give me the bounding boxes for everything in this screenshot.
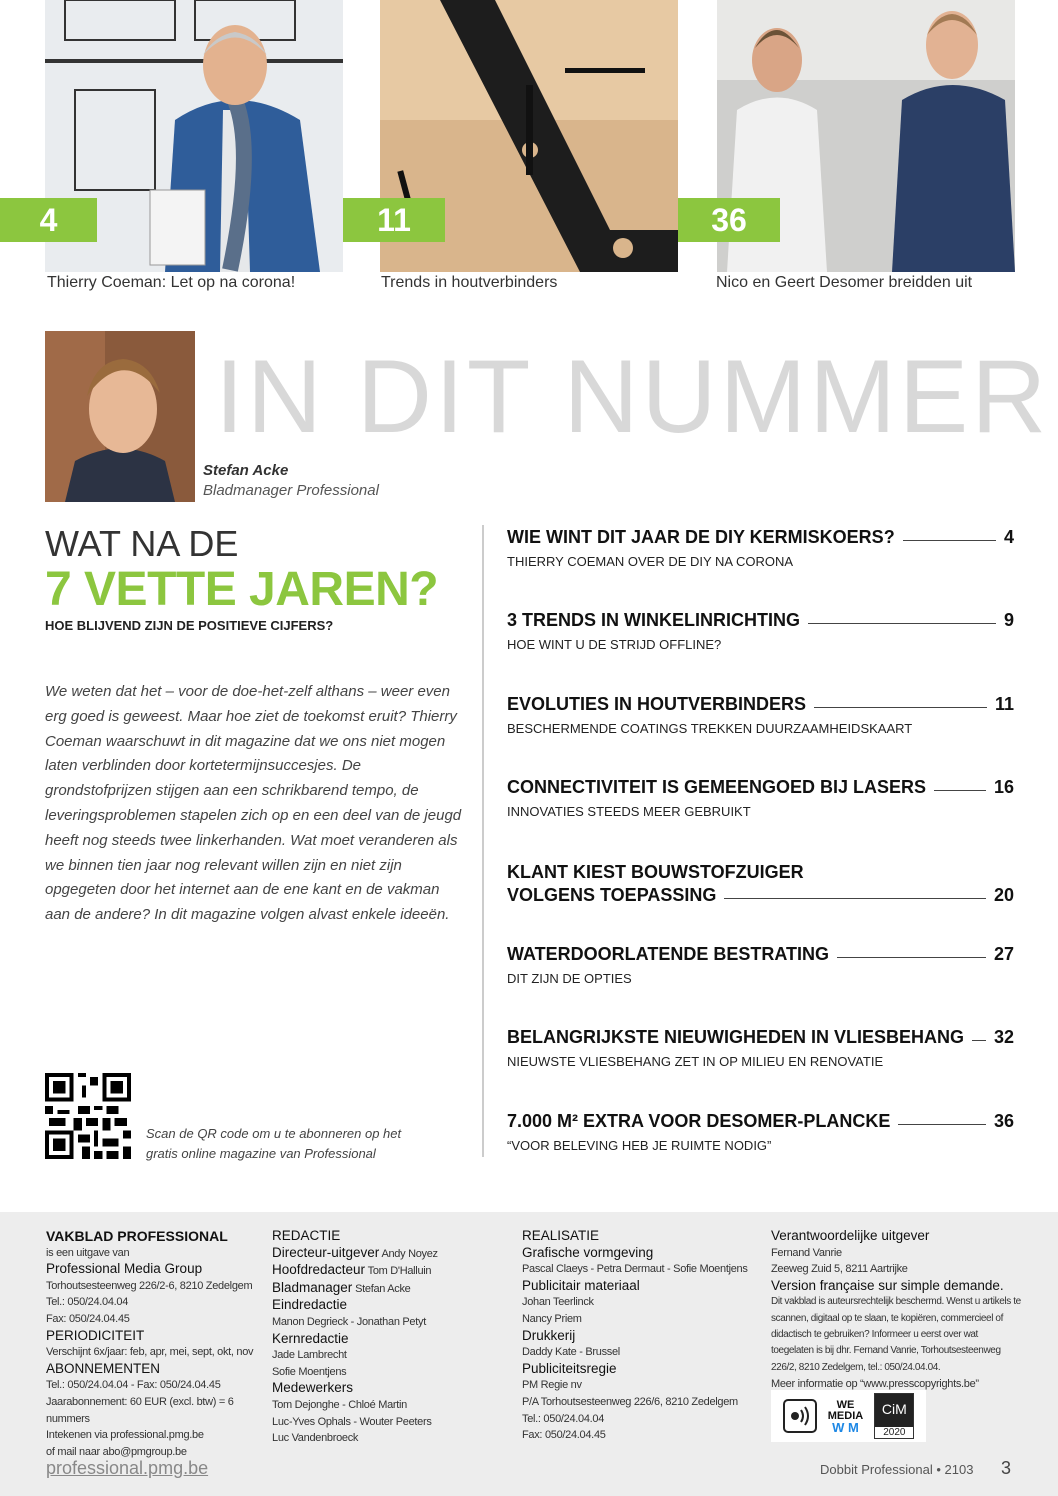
colophon-name: Manon Degrieck - Jonathan Petyt bbox=[272, 1315, 426, 1328]
colophon-name: Pascal Claeys - Petra Dermaut - Sofie Moentjens bbox=[522, 1263, 748, 1276]
page-tag-1: 4 bbox=[0, 198, 97, 242]
colophon-copyright: Dit vakblad is auteursrechtelijk beschermd. Wenst u artikels te scannen, digitaal op te slaan, te kopiëren, commercieel of didactisch te gebruiken? Informeer u eerst over wat toegelaten is bij dhr. Fernand Vanrie, Torhoutsesteenweg 226/2, 8210 Zedelgem, tel.: 050/24.04.04. bbox=[771, 1296, 1021, 1373]
toc-title-line1: KLANT KIEST BOUWSTOFZUIGER bbox=[507, 862, 804, 882]
colophon-line: Tel.: 050/24.04.04 - Fax: 050/24.04.45 bbox=[46, 1379, 221, 1392]
colophon-line: Tel.: 050/24.04.04 bbox=[46, 1296, 129, 1309]
press-copyright-logo bbox=[783, 1399, 817, 1433]
colophon-heading: REALISATIE bbox=[522, 1228, 600, 1243]
section-title: IN DIT NUMMER bbox=[215, 339, 1050, 455]
colophon-heading: REDACTIE bbox=[272, 1228, 341, 1243]
colophon-role: Publiciteitsregie bbox=[522, 1360, 617, 1376]
toc-subtitle: HOE WINT U DE STRIJD OFFLINE? bbox=[507, 637, 722, 652]
cim-logo-text: CiM bbox=[875, 1394, 913, 1427]
toc-page: 16 bbox=[993, 777, 1014, 797]
colophon-name: Luc-Yves Ophals - Wouter Peeters bbox=[272, 1415, 432, 1428]
toc-leader bbox=[814, 707, 987, 708]
toc-title: CONNECTIVITEIT IS GEMEENGOED BIJ LASERS bbox=[507, 777, 927, 797]
we-media-logo: WE MEDIA W M bbox=[827, 1398, 864, 1435]
toc-leader bbox=[837, 957, 986, 958]
editor-photo bbox=[45, 331, 195, 502]
toc-title: WIE WINT DIT JAAR DE DIY KERMISKOERS? bbox=[507, 527, 895, 547]
toc-title: WATERDOORLATENDE BESTRATING bbox=[507, 944, 829, 964]
colophon-production bbox=[522, 1228, 762, 1444]
toc-title: BELANGRIJKSTE NIEUWIGHEDEN IN VLIESBEHANG bbox=[507, 1027, 965, 1047]
toc-page: 27 bbox=[993, 944, 1014, 964]
toc-item[interactable] bbox=[507, 610, 1014, 652]
toc-item[interactable] bbox=[507, 944, 1014, 986]
colophon-name: Nancy Priem bbox=[522, 1312, 582, 1325]
toc-item[interactable] bbox=[507, 1027, 1014, 1069]
toc-page: 20 bbox=[993, 885, 1014, 905]
caption-2: Trends in houtverbinders bbox=[381, 274, 558, 291]
colophon-role: Bladmanager bbox=[272, 1279, 353, 1295]
toc-title: EVOLUTIES IN HOUTVERBINDERS bbox=[507, 694, 807, 714]
colophon-line: Meer informatie op “www.presscopyrights.be” bbox=[771, 1377, 979, 1390]
colophon-name: Sofie Moentjens bbox=[272, 1365, 347, 1378]
colophon-name: Stefan Acke bbox=[355, 1282, 411, 1295]
toc-page: 32 bbox=[993, 1027, 1014, 1047]
colophon-role: Drukkerij bbox=[522, 1327, 576, 1343]
toc-item[interactable] bbox=[507, 694, 1014, 736]
colophon-role: Directeur-uitgever bbox=[272, 1244, 380, 1260]
colophon-role: Hoofdredacteur bbox=[272, 1262, 366, 1278]
colophon-name: Johan Teerlinck bbox=[522, 1296, 594, 1309]
colophon-line: Professional Media Group bbox=[46, 1261, 203, 1277]
colophon-heading: Version française sur simple demande. bbox=[771, 1277, 1004, 1293]
column-divider bbox=[482, 525, 484, 1157]
colophon-line: Fernand Vanrie bbox=[771, 1246, 842, 1259]
qr-code[interactable] bbox=[45, 1073, 131, 1159]
colophon-publisher bbox=[46, 1228, 261, 1460]
colophon-name: Fax: 050/24.04.45 bbox=[522, 1429, 606, 1442]
colophon-line: Torhoutsesteenweg 226/2-6, 8210 Zedelgem bbox=[46, 1279, 253, 1292]
toc-title: VOLGENS TOEPASSING bbox=[507, 885, 717, 905]
toc-leader bbox=[934, 790, 986, 791]
toc-subtitle: BESCHERMENDE COATINGS TREKKEN DUURZAAMHEIDSKAART bbox=[507, 721, 913, 736]
colophon-heading: Verantwoordelijke uitgever bbox=[771, 1228, 930, 1243]
toc-item[interactable] bbox=[507, 860, 1014, 906]
colophon-name: Luc Vandenbroeck bbox=[272, 1432, 359, 1445]
colophon-role: Medewerkers bbox=[272, 1380, 354, 1396]
colophon bbox=[0, 1212, 1058, 1496]
toc-leader bbox=[808, 623, 996, 624]
caption-3: Nico en Geert Desomer breidden uit bbox=[716, 274, 973, 291]
toc-leader bbox=[972, 1040, 986, 1041]
we-media-logo-line2: MEDIA bbox=[827, 1409, 864, 1422]
toc-leader bbox=[903, 540, 996, 541]
colophon-name: Andy Noyez bbox=[381, 1247, 438, 1260]
page-tag-2: 11 bbox=[343, 198, 445, 242]
colophon-line: Intekenen via professional.pmg.be bbox=[46, 1429, 204, 1442]
toc-page: 9 bbox=[1003, 610, 1014, 630]
toc-title: 7.000 M² EXTRA VOOR DESOMER-PLANCKE bbox=[507, 1111, 891, 1131]
toc-subtitle: DIT ZIJN DE OPTIES bbox=[507, 971, 632, 986]
editor-name: Stefan Acke bbox=[203, 462, 289, 479]
caption-1: Thierry Coeman: Let op na corona! bbox=[47, 274, 296, 291]
page-number: 3 bbox=[1001, 1458, 1012, 1478]
colophon-name: Daddy Kate - Brussel bbox=[522, 1346, 620, 1359]
colophon-responsible bbox=[771, 1228, 1021, 1392]
editorial-subhead: HOE BLIJVEND ZIJN DE POSITIEVE CIJFERS? bbox=[45, 618, 334, 633]
cim-logo-year: 2020 bbox=[883, 1427, 906, 1438]
colophon-line: Zeeweg Zuid 5, 8211 Aartrijke bbox=[771, 1263, 908, 1276]
colophon-name: P/A Torhoutsesteenweg 226/6, 8210 Zedelgem bbox=[522, 1395, 738, 1408]
colophon-role: Grafische vormgeving bbox=[522, 1244, 654, 1260]
toc-item[interactable] bbox=[507, 1111, 1014, 1153]
colophon-title: VAKBLAD PROFESSIONAL bbox=[46, 1228, 228, 1244]
editor-role: Bladmanager Professional bbox=[203, 482, 379, 499]
we-media-logo-line1: WE bbox=[836, 1398, 855, 1411]
toc-page: 4 bbox=[1003, 527, 1014, 547]
colophon-line: is een uitgave van bbox=[46, 1246, 130, 1259]
toc-page: 36 bbox=[993, 1111, 1014, 1131]
qr-caption: Scan de QR code om u te abonneren op het gratis online magazine van Professional bbox=[146, 1126, 402, 1161]
toc-leader bbox=[898, 1124, 986, 1125]
colophon-line: of mail naar abo@pmgroup.be bbox=[46, 1445, 187, 1458]
colophon-heading: ABONNEMENTEN bbox=[46, 1360, 161, 1376]
colophon-editorial bbox=[272, 1228, 502, 1447]
colophon-heading: PERIODICITEIT bbox=[46, 1327, 145, 1343]
logo-strip bbox=[771, 1390, 926, 1442]
colophon-name: Tom D'Halluin bbox=[367, 1265, 432, 1278]
toc-subtitle: NIEUWSTE VLIESBEHANG ZET IN OP MILIEU EN RENOVATIE bbox=[507, 1054, 884, 1069]
toc-subtitle: THIERRY COEMAN OVER DE DIY NA CORONA bbox=[507, 554, 794, 569]
colophon-name: Tom Dejonghe - Chloé Martin bbox=[272, 1398, 407, 1411]
toc-page: 11 bbox=[994, 694, 1014, 714]
footer-publication: Dobbit Professional • 2103 bbox=[820, 1462, 974, 1477]
toc-title: 3 TRENDS IN WINKELINRICHTING bbox=[507, 610, 801, 630]
editorial-headline: 7 VETTE JAREN? bbox=[45, 563, 439, 616]
page-tag-3: 36 bbox=[678, 198, 780, 242]
colophon-role: Eindredactie bbox=[272, 1297, 348, 1313]
editorial-kicker: WAT NA DE bbox=[45, 523, 239, 564]
colophon-name: PM Regie nv bbox=[522, 1379, 582, 1392]
colophon-role: Kernredactie bbox=[272, 1330, 349, 1346]
colophon-line: Jaarabonnement: 60 EUR (excl. btw) = 6 nummers bbox=[46, 1395, 234, 1425]
toc-item[interactable] bbox=[507, 777, 1014, 819]
colophon-line: Verschijnt 6x/jaar: feb, apr, mei, sept, okt, nov bbox=[46, 1346, 254, 1359]
colophon-role: Publicitair materiaal bbox=[522, 1277, 640, 1293]
colophon-name: Jade Lambrecht bbox=[272, 1349, 347, 1362]
toc-subtitle: “VOOR BELEVING HEB JE RUIMTE NODIG” bbox=[507, 1138, 772, 1153]
cim-logo bbox=[874, 1393, 914, 1439]
toc-subtitle: INNOVATIES STEEDS MEER GEBRUIKT bbox=[507, 804, 751, 819]
colophon-name: Tel.: 050/24.04.04 bbox=[522, 1412, 605, 1425]
toc-leader bbox=[724, 898, 986, 899]
colophon-line: Fax: 050/24.04.45 bbox=[46, 1312, 130, 1325]
footer-url-link[interactable]: professional.pmg.be bbox=[46, 1458, 209, 1478]
toc-item[interactable] bbox=[507, 527, 1014, 569]
editorial-body: We weten dat het – voor de doe-het-zelf althans – weer even erg goed is geweest. Maar hoe ziet de toekomst eruit? Thierry Coeman waarschuwt in dit magazine dat we ons niet mogen laten verblinden door kortetermijnsuccesjes. De grondstofprijzen stijgen aan een schrikbarend tempo, de leveringsproblemen stapelen zich op en een deel van de jeugd heeft nog steeds twee linkerhanden. Wat moet veranderen als we binnen tien jaar nog relevant willen zijn en niet zijn opgegeten door het internet aan de ene kant en de vakman aan de andere? In dit magazine volgen alvast enkele ideeën. bbox=[45, 683, 462, 924]
